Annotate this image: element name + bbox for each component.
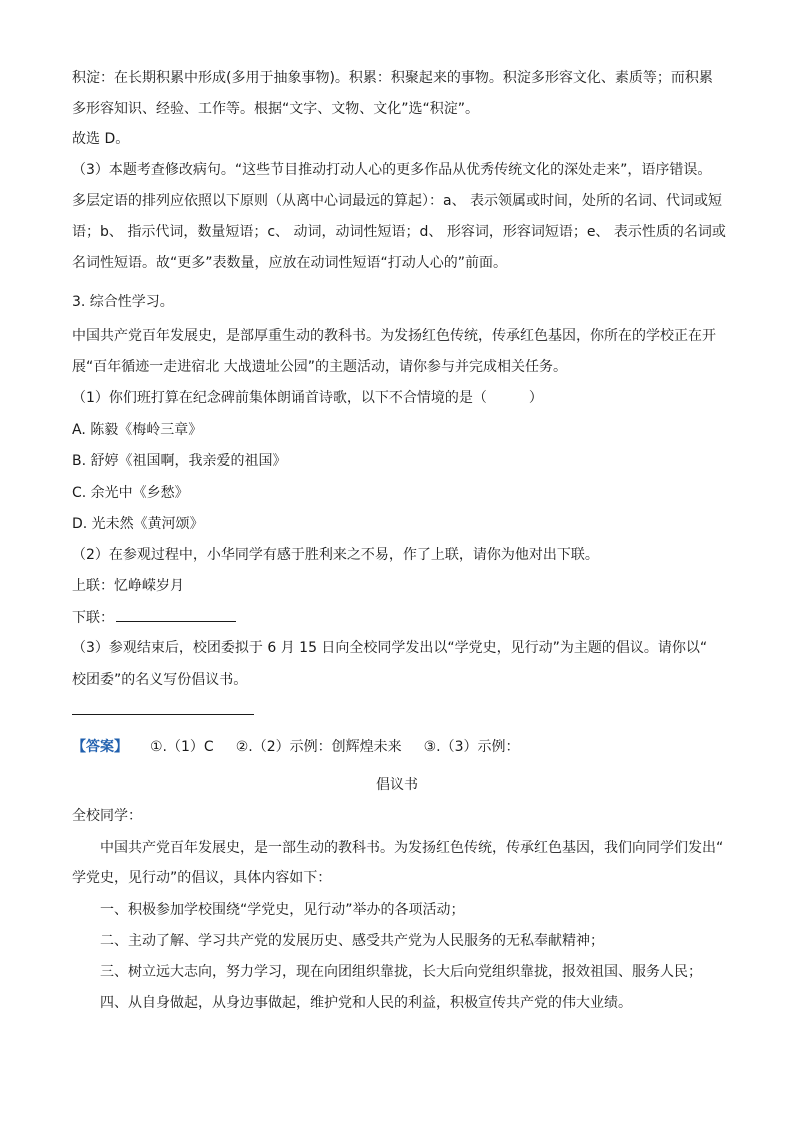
letter-item: 四、从自身做起，从身边事做起，维护党和人民的利益，积极宣传共产党的伟大业绩。: [100, 995, 632, 1011]
lower-couplet-label: 下联：: [72, 610, 114, 626]
option-a: A. 陈毅《梅岭三章》: [72, 422, 203, 438]
sub-question-3: 校团委”的名义写份倡议书。: [72, 672, 248, 688]
option-d: D. 光未然《黄河颂》: [72, 516, 204, 532]
upper-couplet: 上联：忆峥嵘岁月: [72, 578, 184, 594]
explanation-line: 多形容知识、经验、工作等。根据“文字、文物、文化”选“积淀”。: [72, 101, 480, 117]
answer-tag: 【答案】: [72, 739, 128, 755]
answer-blank: [116, 607, 236, 622]
sub-question-2: （2）在参观过程中，小华同学有感于胜利来之不易，作了上联，请你为他对出下联。: [72, 547, 599, 563]
letter-item: 三、树立远大志向，努力学习，现在向团组织靠拢，长大后向党组织靠拢，报效祖国、服务人民；: [100, 964, 702, 980]
question-intro: 中国共产党百年发展史，是部厚重生动的教科书。为发扬红色传统，传承红色基因，你所在的学校正在开: [72, 328, 716, 344]
question-intro: 展“百年循迹一走进宿北 大战遗址公园”的主题活动，请你参与并完成相关任务。: [72, 359, 567, 375]
answer-part-2: ②.（2）示例：创辉煌未来: [235, 739, 402, 755]
answer-writing-line: [72, 714, 254, 715]
explanation-line: 名词性短语。故“更多”表数量，应放在动词性短语“打动人心的”前面。: [72, 255, 508, 271]
letter-body: 中国共产党百年发展史，是一部生动的教科书。为发扬红色传统，传承红色基因，我们向同学们发出“: [100, 840, 724, 856]
sub-question-3: （3）参观结束后，校团委拟于 6 月 15 日向全校同学发出以“学党史，见行动”为主题的倡议。请你以“: [72, 640, 708, 656]
explanation-line: 多层定语的排列应依照以下原则（从离中心词最远的算起）：a、 表示领属或时间，处所的名词、代词或短: [72, 193, 723, 209]
explanation-line: 语；b、 指示代词，数量短语；c、 动词，动词性短语；d、 形容词，形容词短语；e、 表示性质的名词或: [72, 224, 726, 240]
explanation-line: 积淀：在长期积累中形成(多用于抽象事物)。积累：积聚起来的事物。积淀多形容文化、素质等；而积累: [72, 70, 713, 86]
answer-part-3: ③.（3）示例：: [423, 739, 520, 755]
letter-title: 倡议书: [376, 777, 418, 793]
lower-couplet-row: [72, 607, 236, 628]
letter-item: 一、积极参加学校围绕“学党史，见行动”举办的各项活动；: [100, 902, 465, 918]
answer-part-1: ①.（1）C: [150, 739, 214, 755]
explanation-line: 故选 D。: [72, 131, 130, 147]
explanation-line: （3）本题考查修改病句。“这些节目推动打动人心的更多作品从优秀传统文化的深处走来”，语序错误。: [72, 162, 712, 178]
letter-body: 学党史，见行动”的倡议，具体内容如下：: [72, 870, 332, 886]
letter-item: 二、主动了解、学习共产党的发展历史、感受共产党为人民服务的无私奉献精神；: [100, 933, 604, 949]
option-b: B. 舒婷《祖国啊，我亲爱的祖国》: [72, 453, 287, 469]
question-heading: 3. 综合性学习。: [72, 294, 174, 310]
sub-question-1: （1）你们班打算在纪念碑前集体朗诵首诗歌，以下不合情境的是（ ）: [72, 390, 543, 406]
answer-row: [72, 737, 520, 757]
letter-salutation: 全校同学：: [72, 808, 142, 824]
option-c: C. 余光中《乡愁》: [72, 485, 189, 501]
